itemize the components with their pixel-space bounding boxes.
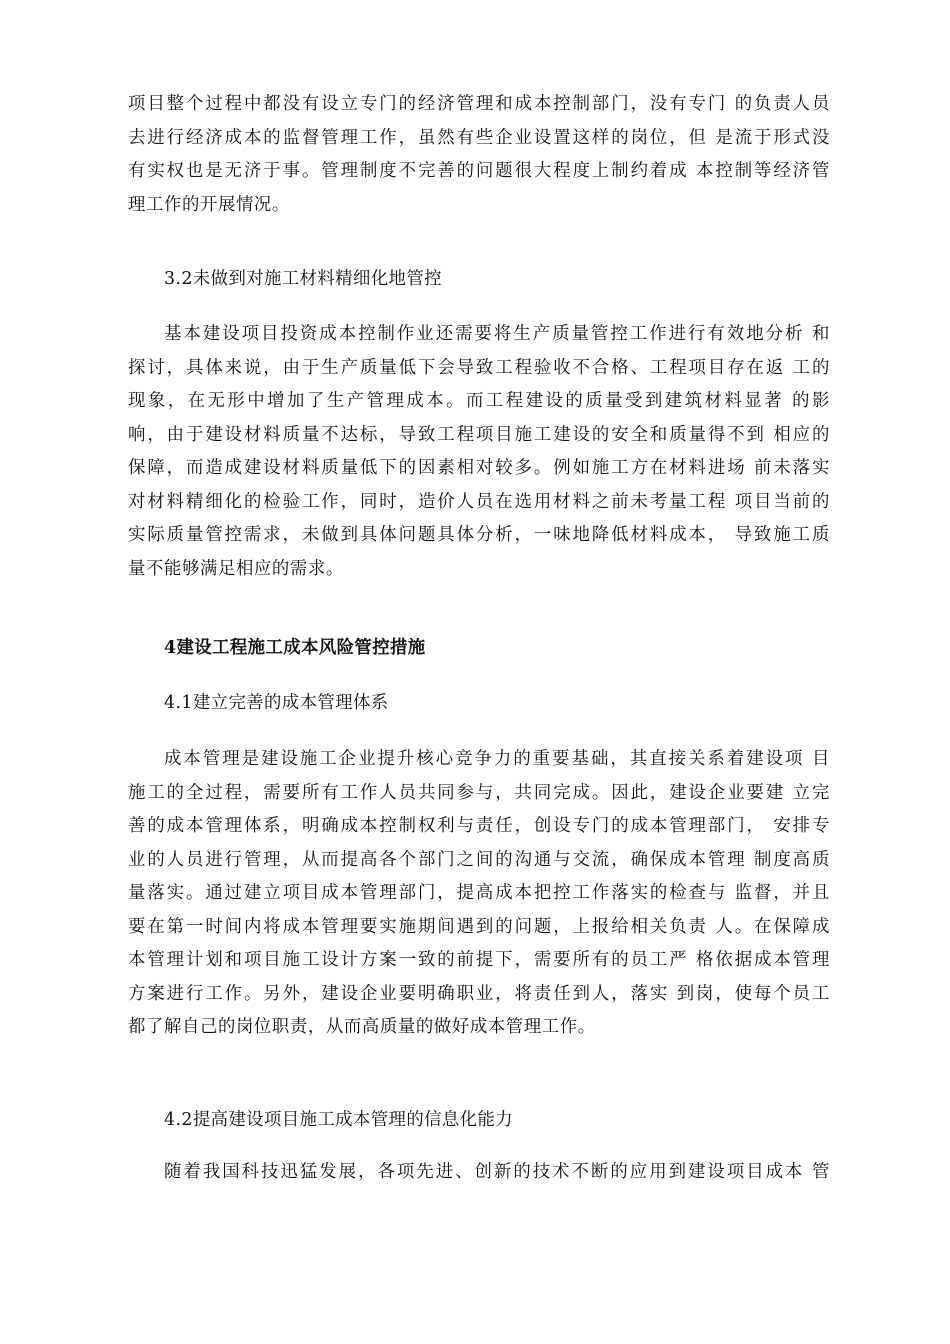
text-line: 施工的全过程，需要所有工作人员共同参与，共同完成。因此，建设企业要建 立完 [128,782,830,803]
text-line: 理工作的开展情况。 [128,194,290,215]
section-heading-4-1 [164,688,866,718]
text-line: 有实权也是无济于事。管理制度不完善的问题很大程度上制约着成 本控制等经济管 [128,161,830,181]
text-line: 响，由于建设材料质量不达标，导致工程项目施工建设的安全和质量得不到 相应的 [128,424,830,445]
text-line: 保障，而造成建设材料质量低下的因素相对较多。例如施工方在材料进场 前未落实 [128,458,830,478]
text-line: 量不能够满足相应的需求。 [128,558,344,579]
section-heading-4 [164,633,866,663]
text-line: 量落实。通过建立项目成本管理部门，提高成本把控工作落实的检查与 监督，并且 [128,883,830,903]
text-line: 基本建设项目投资成本控制作业还需要将生产质量管控工作进行有效地分析 和 [164,324,830,344]
text-line: 要在第一时间内将成本管理要实施期间遇到的问题，上报给相关负责 人。在保障成 [128,916,830,937]
heading-text: 4.1建立完善的成本管理体系 [164,693,389,713]
text-line: 探讨，具体来说，由于生产质量低下会导致工程验收不合格、工程项目存在返 工的 [128,357,830,378]
text-line: 随着我国科技迅猛发展，各项先进、创新的技术不断的应用到建设项目成本 管 [164,1162,830,1182]
text-line: 本管理计划和项目施工设计方案一致的前提下，需要所有的员工严 格依据成本管理 [128,950,830,970]
section-heading-4-2 [164,1105,866,1135]
paragraph-3-2 [128,318,830,586]
text-line: 都了解自己的岗位职责，从而高质量的做好成本管理工作。 [128,1017,596,1037]
paragraph-top [128,88,830,222]
text-line: 现象，在无形中增加了生产管理成本。而工程建设的质量受到建筑材料显著 的影 [128,391,830,411]
text-line: 实际质量管控需求，未做到具体问题具体分析，一味地降低材料成本， 导致施工质 [128,525,830,545]
text-line: 去进行经济成本的监督管理工作，虽然有些企业设置这样的岗位，但 是流于形式没 [128,127,830,148]
section-heading-3-2 [164,264,866,294]
text-line: 方案进行工作。另外，建设企业要明确职业，将责任到人，落实 到岗，使每个员工 [128,983,830,1004]
text-line: 成本管理是建设施工企业提升核心竞争力的重要基础，其直接关系着建设项 目 [164,749,830,769]
heading-text: 4建设工程施工成本风险管控措施 [164,638,426,658]
text-line: 对材料精细化的检验工作，同时，造价人员在选用材料之前未考量工程 项目当前的 [128,491,830,512]
paragraph-4-1 [128,743,830,1045]
heading-text: 4.2提高建设项目施工成本管理的信息化能力 [164,1110,514,1130]
text-line: 项目整个过程中都没有设立专门的经济管理和成本控制部门，没有专门 的负责人员 [128,94,830,114]
paragraph-4-2 [128,1156,830,1190]
heading-text: 3.2未做到对施工材料精细化地管控 [164,269,442,289]
text-line: 业的人员进行管理，从而提高各个部门之间的沟通与交流，确保成本管理 制度高质 [128,849,830,870]
text-line: 善的成本管理体系，明确成本控制权利与责任，创设专门的成本管理部门， 安排专 [128,816,830,836]
